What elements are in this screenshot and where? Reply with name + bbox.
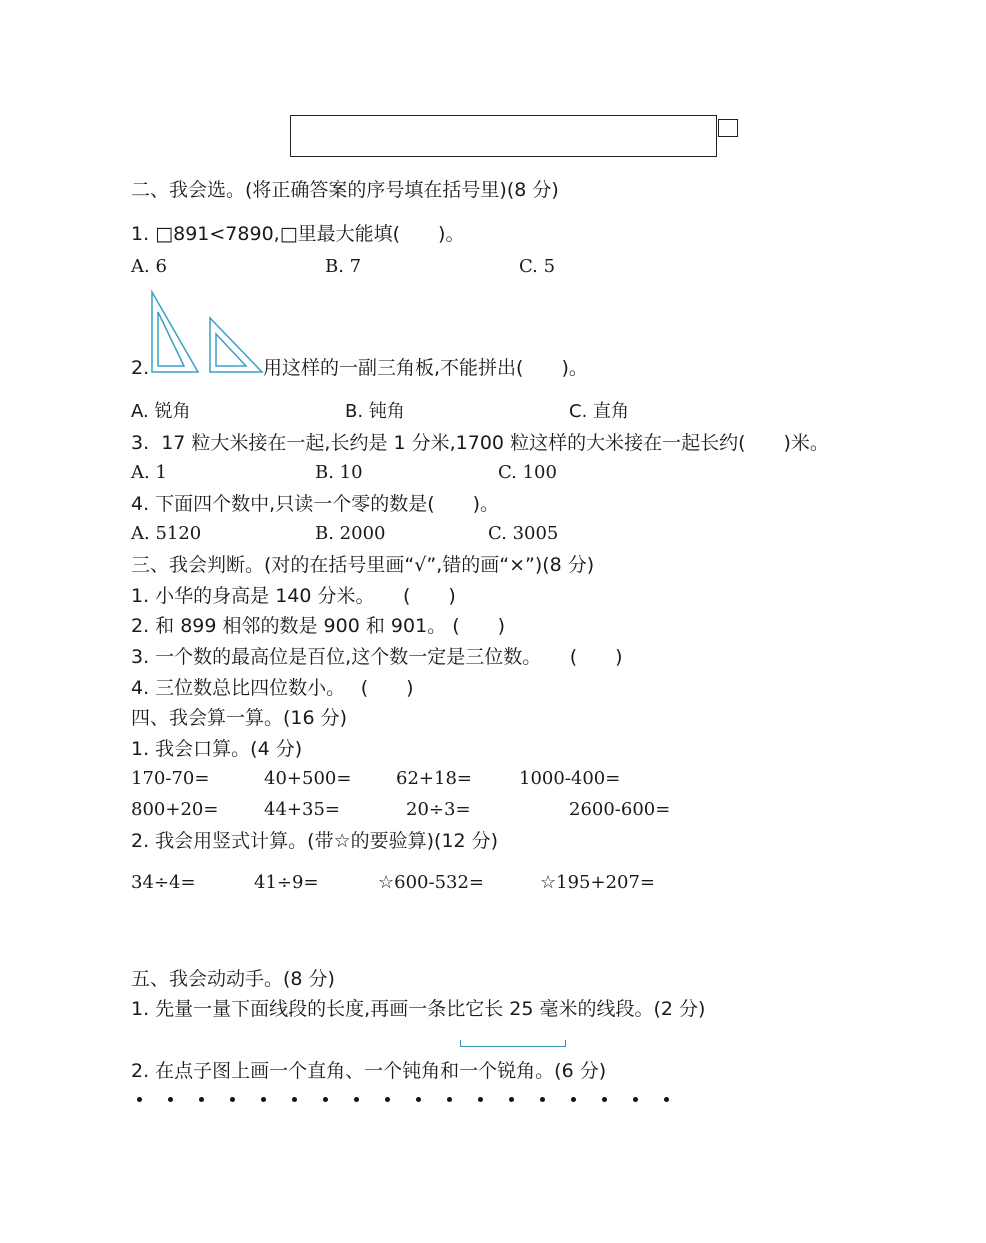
grid-dot[interactable] <box>292 1097 297 1102</box>
oral-calc-item: 20÷3= <box>406 799 471 820</box>
grid-dot[interactable] <box>602 1097 607 1102</box>
vertical-calc-item: 41÷9= <box>254 872 319 893</box>
oral-calc-item: 800+20= <box>131 799 219 820</box>
grid-dot[interactable] <box>478 1097 483 1102</box>
option-2-2-b: B. 钝角 <box>345 401 405 422</box>
score-table-box <box>290 115 717 157</box>
hands-on-question-2: 2. 在点子图上画一个直角、一个钝角和一个锐角。(6 分) <box>131 1060 607 1082</box>
question-2-3: 3. 17 粒大米接在一起,长约是 1 分米,1700 粒这样的大米接在一起长约( )米。 <box>131 432 829 454</box>
grid-dot[interactable] <box>385 1097 390 1102</box>
oral-calc-item: 40+500= <box>264 768 352 789</box>
grid-dot[interactable] <box>571 1097 576 1102</box>
oral-calc-item: 2600-600= <box>569 799 671 820</box>
option-2-4-a: A. 5120 <box>131 523 202 544</box>
option-2-2-c: C. 直角 <box>569 401 630 422</box>
option-2-2-a: A. 锐角 <box>131 401 191 422</box>
option-2-1-c: C. 5 <box>519 256 556 277</box>
option-2-4-b: B. 2000 <box>315 523 386 544</box>
judge-item-4: 4. 三位数总比四位数小。 ( ) <box>131 677 414 699</box>
option-2-1-b: B. 7 <box>325 256 362 277</box>
grid-dot[interactable] <box>230 1097 235 1102</box>
dot-grid[interactable] <box>137 1097 695 1102</box>
option-2-3-a: A. 1 <box>131 462 167 483</box>
section-4-title: 四、我会算一算。(16 分) <box>131 707 348 729</box>
oral-calc-item: 1000-400= <box>519 768 621 789</box>
question-2-4: 4. 下面四个数中,只读一个零的数是( )。 <box>131 493 500 515</box>
section-2-title: 二、我会选。(将正确答案的序号填在括号里)(8 分) <box>131 179 559 201</box>
option-2-3-b: B. 10 <box>315 462 363 483</box>
vertical-calc-item: ☆195+207= <box>540 872 656 893</box>
measure-line-segment <box>460 1040 566 1047</box>
grid-dot[interactable] <box>416 1097 421 1102</box>
grid-dot[interactable] <box>354 1097 359 1102</box>
judge-item-3: 3. 一个数的最高位是百位,这个数一定是三位数。 ( ) <box>131 646 623 668</box>
grid-dot[interactable] <box>323 1097 328 1102</box>
grid-dot[interactable] <box>168 1097 173 1102</box>
vertical-calc-item: 34÷4= <box>131 872 196 893</box>
grid-dot[interactable] <box>137 1097 142 1102</box>
score-cell-box <box>718 119 738 137</box>
vertical-calc-item: ☆600-532= <box>378 872 485 893</box>
oral-calc-item: 44+35= <box>264 799 340 820</box>
hands-on-question-1: 1. 先量一量下面线段的长度,再画一条比它长 25 毫米的线段。(2 分) <box>131 998 706 1020</box>
judge-item-2: 2. 和 899 相邻的数是 900 和 901。 ( ) <box>131 615 506 637</box>
oral-calc-item: 62+18= <box>396 768 472 789</box>
section-3-title: 三、我会判断。(对的在括号里画“√”,错的画“×”)(8 分) <box>131 554 595 576</box>
vertical-calc-title: 2. 我会用竖式计算。(带☆的要验算)(12 分) <box>131 830 499 852</box>
grid-dot[interactable] <box>447 1097 452 1102</box>
oral-calc-item: 170-70= <box>131 768 210 789</box>
option-2-3-c: C. 100 <box>498 462 557 483</box>
section-5-title: 五、我会动动手。(8 分) <box>131 968 335 990</box>
question-2-2-number: 2. <box>131 357 150 379</box>
question-2-1: 1. □891<7890,□里最大能填( )。 <box>131 223 465 245</box>
grid-dot[interactable] <box>633 1097 638 1102</box>
triangle-rulers-image <box>150 290 265 380</box>
question-2-2: 用这样的一副三角板,不能拼出( )。 <box>263 357 588 379</box>
option-2-1-a: A. 6 <box>131 256 167 277</box>
grid-dot[interactable] <box>664 1097 669 1102</box>
grid-dot[interactable] <box>540 1097 545 1102</box>
option-2-4-c: C. 3005 <box>488 523 559 544</box>
grid-dot[interactable] <box>199 1097 204 1102</box>
oral-calc-title: 1. 我会口算。(4 分) <box>131 738 303 760</box>
grid-dot[interactable] <box>509 1097 514 1102</box>
grid-dot[interactable] <box>261 1097 266 1102</box>
judge-item-1: 1. 小华的身高是 140 分米。 ( ) <box>131 585 456 607</box>
